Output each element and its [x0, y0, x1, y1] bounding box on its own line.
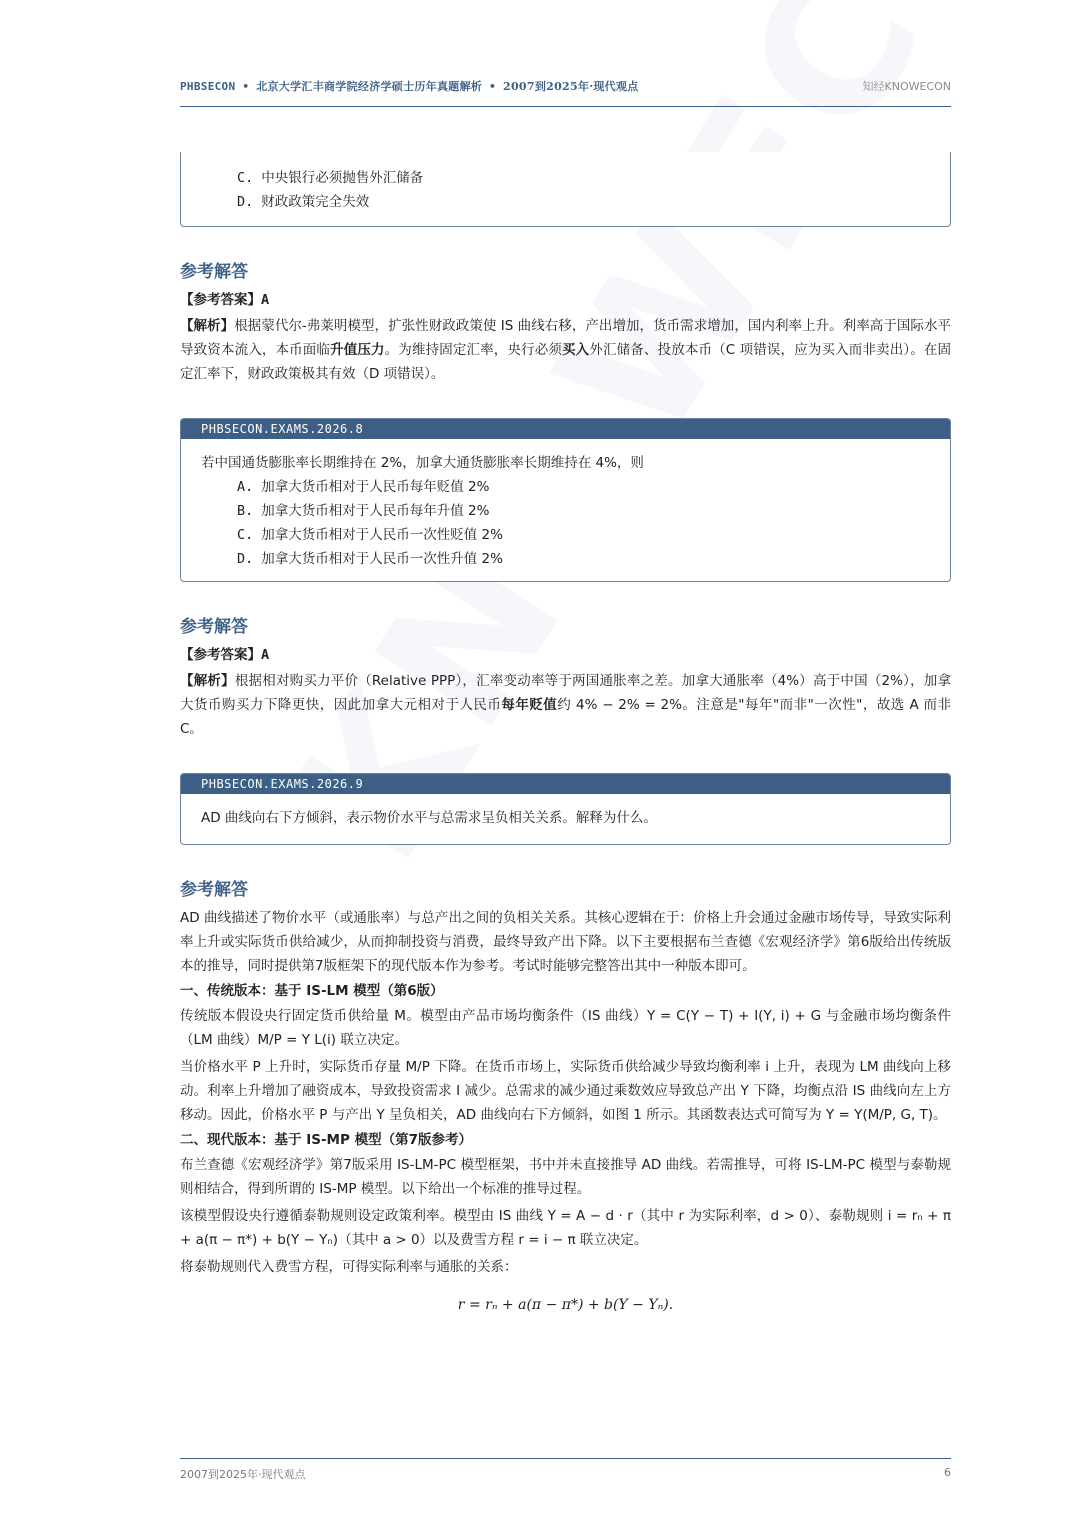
paragraph: 将泰勒规则代入费雪方程，可得实际利率与通胀的关系： — [180, 1259, 518, 1275]
option: A. 加拿大货币相对于人民币每年贬值 2% — [237, 479, 490, 495]
equation: r = rₙ + a(π − π*) + b(Y − Yₙ). — [457, 1297, 674, 1313]
answer-heading: 参考解答 — [180, 262, 248, 282]
answer-intro: AD 曲线描述了物价水平（或通胀率）与总产出之间的负相关关系。其核心逻辑在于：价格上升会通过金融市场传导，导致实际利率上升或实际货币供给减少，从而抑制投资与消费，最终导致产出下降。以下主要根据布兰查德《宏观经济学》第6版给出传统版本的推导，同时提供第7版框架下的现代版本作为参考。考试时能够完整答出其中一种版本即可。 — [180, 910, 951, 974]
question-9 — [180, 773, 951, 845]
page-content — [180, 152, 951, 1313]
section-title: 一、传统版本：基于 IS-LM 模型（第6版） — [180, 983, 444, 999]
question-7-tail — [180, 152, 951, 227]
answer-line: 【参考答案】A — [180, 292, 270, 308]
question-code: PHBSECON.EXAMS.2026.9 — [181, 774, 950, 794]
answer-heading: 参考解答 — [180, 617, 248, 637]
page-header — [180, 76, 951, 107]
header-title: PHBSECON • 北京大学汇丰商学院经济学硕士历年真题解析 • 2007到2025年·现代观点 — [180, 80, 639, 93]
analysis: 【解析】根据蒙代尔-弗莱明模型，扩张性财政政策使 IS 曲线右移，产出增加，货币需求增加，国内利率上升。利率高于国际水平导致资本流入，本币面临升值压力。为维持固定汇率，央行必须买入外汇储备、投放本币（C 项错误，应为买入而非卖出）。在固定汇率下，财政政策极其有效（D 项错误）。 — [180, 318, 952, 382]
option: D. 加拿大货币相对于人民币一次性升值 2% — [237, 551, 503, 567]
question-8 — [180, 418, 951, 582]
paragraph: 布兰查德《宏观经济学》第7版采用 IS-LM-PC 模型框架，书中并未直接推导 AD 曲线。若需推导，可将 IS-LM-PC 模型与泰勒规则相结合，得到所谓的 IS-MP 模型。以下给出一个标准的推导过程。 — [180, 1157, 951, 1197]
option: B. 加拿大货币相对于人民币每年升值 2% — [237, 503, 490, 519]
option: D. 财政政策完全失效 — [237, 194, 370, 210]
analysis: 【解析】根据相对购买力平价（Relative PPP），汇率变动率等于两国通胀率之差。加拿大通胀率（4%）高于中国（2%），加拿大货币购买力下降更快，因此加拿大元相对于人民币每年贬值约 4% − 2% = 2%。注意是"每年"而非"一次性"，故选 A 而非 C。 — [180, 673, 952, 737]
answer-heading: 参考解答 — [180, 880, 248, 900]
question-stem: AD 曲线向右下方倾斜，表示物价水平与总需求呈负相关关系。解释为什么。 — [201, 810, 657, 826]
option: C. 加拿大货币相对于人民币一次性贬值 2% — [237, 527, 503, 543]
header-brand: 知经KNOWECON — [862, 80, 951, 93]
paragraph: 传统版本假设央行固定货币供给量 M。模型由产品市场均衡条件（IS 曲线）Y = C(Y − T) + I(Y, i) + G 与金融市场均衡条件（LM 曲线）M/P = Y L(i) 联立决定。 — [180, 1008, 951, 1048]
page-number: 6 — [944, 1466, 951, 1479]
section-title: 二、现代版本：基于 IS-MP 模型（第7版参考） — [180, 1132, 472, 1148]
footer-edition: 2007到2025年·现代观点 — [180, 1468, 306, 1481]
question-code: PHBSECON.EXAMS.2026.8 — [181, 419, 950, 439]
paragraph: 该模型假设央行遵循泰勒规则设定政策利率。模型由 IS 曲线 Y = A − d · r（其中 r 为实际利率，d > 0）、泰勒规则 i = rₙ + π + a(π − π*) + b(Y − Yₙ)（其中 a > 0）以及费雪方程 r = i − π 联立决定。 — [180, 1208, 951, 1248]
page-footer — [180, 1458, 951, 1482]
question-stem: 若中国通货膨胀率长期维持在 2%，加拿大通货膨胀率长期维持在 4%，则 — [201, 455, 644, 471]
answer-line: 【参考答案】A — [180, 647, 270, 663]
paragraph: 当价格水平 P 上升时，实际货币存量 M/P 下降。在货币市场上，实际货币供给减少导致均衡利率 i 上升，表现为 LM 曲线向上移动。利率上升增加了融资成本，导致投资需求 I 减少。总需求的减少通过乘数效应导致总产出 Y 下降，均衡点沿 IS 曲线向左上方移动。因此，价格水平 P 与产出 Y 呈负相关，AD 曲线向右下方倾斜，如图 1 所示。其函数表达式可简写为 Y = Y(M/P, G, T)。 — [180, 1059, 951, 1123]
option: C. 中央银行必须抛售外汇储备 — [237, 170, 424, 186]
